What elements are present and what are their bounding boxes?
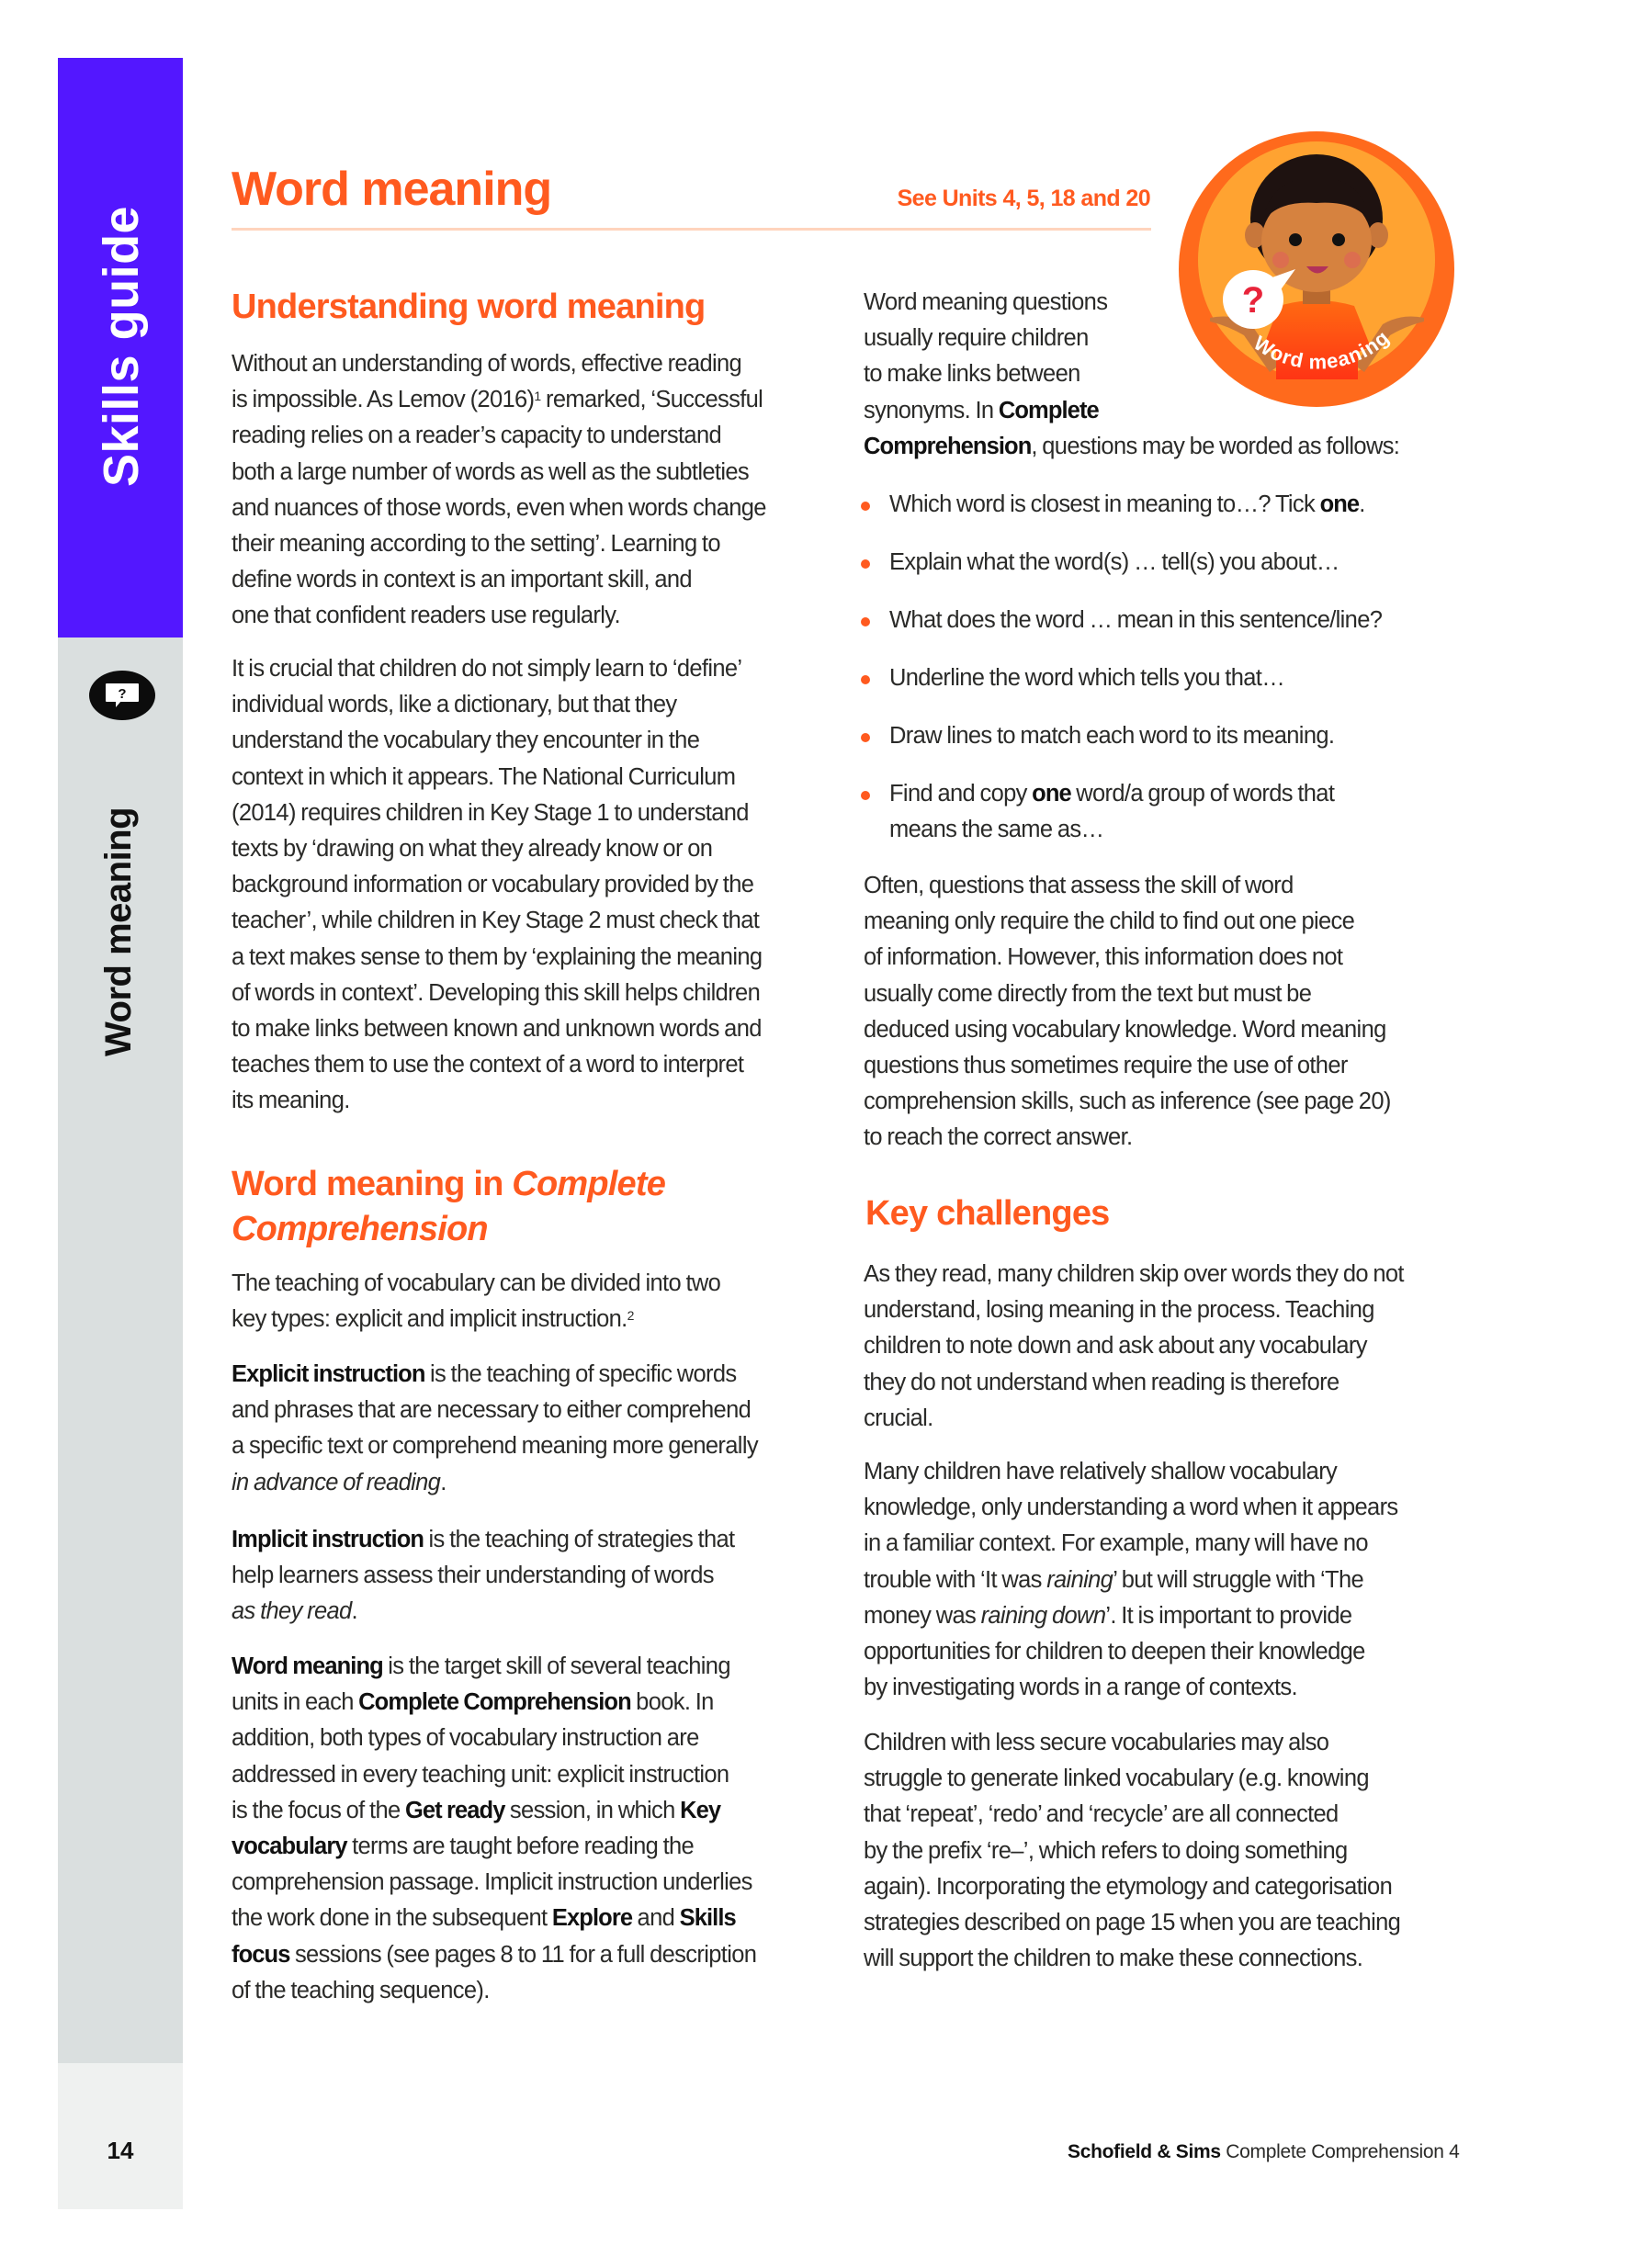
text-line: background information or vocabulary provided by the	[232, 872, 754, 898]
text-line: Word meaning is the target skill of several teaching	[232, 1653, 730, 1679]
text-line: strategies described on page 15 when you are teaching	[864, 1910, 1401, 1935]
text-line: both a large number of words as well as the subtleties	[232, 458, 749, 485]
text-line: units in each Complete Comprehension book. In	[232, 1689, 714, 1716]
heading-key-challenges: Key challenges	[865, 1194, 1110, 1233]
text-line: understand the vocabulary they encounter in the	[232, 728, 700, 754]
sidebar-skill-label: Word meaning	[98, 807, 139, 1056]
text-line: synonyms. In Complete	[864, 397, 1099, 423]
text-line: children to note down and ask about any vocabulary	[864, 1333, 1367, 1360]
text-line: a specific text or comprehend meaning more generally	[232, 1433, 758, 1460]
child-shrugging-icon	[1178, 131, 1456, 407]
text-line: Comprehension, questions may be worded as follows:	[864, 433, 1400, 459]
text-line: teacher’, while children in Key Stage 2 must check that	[232, 908, 760, 934]
bullet-icon	[861, 559, 870, 569]
svg-text:Word meaning: Word meaning	[1249, 325, 1395, 374]
text-line: usually come directly from the text but must be	[864, 980, 1312, 1007]
text-line: As they read, many children skip over words they do not	[864, 1261, 1404, 1287]
text-line: that ‘repeat’, ‘redo’ and ‘recycle’ are all connected	[864, 1801, 1339, 1828]
speech-bubble-question-icon	[89, 671, 155, 720]
text-line: and nuances of those words, even when words change	[232, 494, 766, 521]
text-line: It is crucial that children do not simply learn to ‘define’	[232, 656, 742, 682]
text-line: crucial.	[864, 1405, 933, 1431]
text-line: teaches them to use the context of a word to interpret	[232, 1052, 744, 1078]
text-line: a text makes sense to them by ‘explaining the meaning	[232, 943, 763, 970]
text-line: of words in context’. Developing this skill helps children	[232, 979, 761, 1006]
text-line: money was raining down’. It is important to provide	[864, 1602, 1352, 1629]
text-line: addition, both types of vocabulary instruction are	[232, 1725, 699, 1752]
text-line: Explicit instruction is the teaching of specific words	[232, 1361, 737, 1387]
text-line: trouble with ‘It was raining’ but will struggle with ‘The	[864, 1566, 1364, 1593]
footer-credit	[1068, 2141, 1460, 2163]
svg-text:?: ?	[1241, 280, 1265, 321]
text-line: in advance of reading.	[232, 1469, 446, 1495]
text-line: its meaning.	[232, 1088, 350, 1114]
bullet-icon	[861, 675, 870, 684]
text-line: Children with less secure vocabularies may also	[864, 1730, 1329, 1755]
title-rule	[232, 228, 1151, 231]
heading-understanding-word-meaning: Understanding word meaning	[232, 288, 706, 326]
text-line: meaning only require the child to find out one piece	[864, 908, 1355, 935]
text-line: comprehension skills, such as inference (see page 20)	[864, 1089, 1391, 1115]
text-line: help learners assess their understanding of words	[232, 1563, 714, 1589]
text-line: by the prefix ‘re–’, which refers to doing something	[864, 1837, 1348, 1864]
see-units-reference: See Units 4, 5, 18 and 20	[897, 186, 1150, 211]
text-line: to make links between known and unknown words and	[232, 1016, 762, 1042]
text-line: questions thus sometimes require the use of other	[864, 1053, 1348, 1078]
page-title: Word meaning	[232, 163, 552, 216]
text-line: by investigating words in a range of contexts.	[864, 1675, 1297, 1701]
word-meaning-badge	[1178, 131, 1456, 407]
text-line: vocabulary terms are taught before reading the	[232, 1834, 695, 1859]
text-line: key types: explicit and implicit instruction.$^2$	[232, 1306, 634, 1333]
text-line: as they read.	[232, 1598, 357, 1625]
bullet-icon	[861, 502, 870, 511]
text-line: (2014) requires children in Key Stage 1 to understand	[232, 799, 749, 826]
text-line: understand, losing meaning in the process. Teaching	[864, 1297, 1374, 1324]
page-number: 14	[107, 2137, 134, 2164]
bullet-icon	[861, 791, 870, 800]
bullet-icon	[861, 617, 870, 626]
text-line: Underline the word which tells you that…	[889, 665, 1285, 691]
text-line: reading relies on a reader’s capacity to understand	[232, 423, 722, 449]
text-line: Draw lines to match each word to its meaning.	[889, 723, 1335, 749]
text-line: struggle to generate linked vocabulary (e.g. knowing	[864, 1766, 1369, 1792]
heading-word-meaning-in-cc: Word meaning in Complete Comprehension	[232, 1165, 666, 1248]
text-line: Implicit instruction is the teaching of strategies that	[232, 1527, 735, 1552]
text-line: texts by ‘drawing on what they already know or on	[232, 836, 713, 862]
text-line: focus sessions (see pages 8 to 11 for a full description	[232, 1941, 757, 1968]
svg-text:?: ?	[118, 686, 127, 702]
text-line: and phrases that are necessary to either comprehend	[232, 1397, 752, 1424]
bullet-icon	[861, 733, 870, 742]
text-line: will support the children to make these connections.	[864, 1946, 1363, 1972]
text-line: individual words, like a dictionary, but that they	[232, 692, 677, 718]
text-line: they do not understand when reading is therefore	[864, 1369, 1339, 1395]
text-line: deduced using vocabulary knowledge. Word meaning	[864, 1016, 1386, 1043]
text-line: Word meaning questions	[864, 289, 1108, 315]
text-line: knowledge, only understanding a word when it appears	[864, 1495, 1398, 1521]
text-line: opportunities for children to deepen their knowledge	[864, 1639, 1365, 1664]
text-line: addressed in every teaching unit: explicit instruction	[232, 1761, 729, 1788]
text-line: means the same as…	[889, 817, 1104, 843]
text-line: What does the word … mean in this sentence/line?	[889, 607, 1383, 633]
text-line: to reach the correct answer.	[864, 1124, 1133, 1151]
text-line: one that confident readers use regularly.	[232, 603, 620, 629]
text-line: Without an understanding of words, effective reading	[232, 351, 742, 377]
text-line: Often, questions that assess the skill of word	[864, 873, 1294, 898]
text-line: again). Incorporating the etymology and categorisation	[864, 1873, 1393, 1900]
text-line: comprehension passage. Implicit instruction underlies	[232, 1869, 752, 1896]
text-line: The teaching of vocabulary can be divided into two	[232, 1270, 721, 1296]
text-line: of information. However, this information does not	[864, 944, 1343, 971]
sidebar-section-title: Skills guide	[94, 205, 149, 487]
text-line: is the focus of the Get ready session, in which Key	[232, 1797, 721, 1823]
text-line: their meaning according to the setting’. Learning to	[232, 531, 720, 557]
text-line: in a familiar context. For example, many will have no	[864, 1530, 1368, 1557]
text-line: Find and copy one word/a group of words that	[889, 781, 1335, 807]
text-line: of the teaching sequence).	[232, 1977, 490, 2003]
footer-book-title: Complete Comprehension 4	[1220, 2141, 1460, 2162]
text-line: is impossible. As Lemov $(2016)^1$ remarked, ‘Successful	[232, 387, 763, 413]
text-line: Which word is closest in meaning to…? Tick one.	[889, 491, 1365, 517]
text-line: usually require children	[864, 325, 1089, 352]
text-line: define words in context is an important skill, and	[232, 567, 692, 593]
text-line: context in which it appears. The National Curriculum	[232, 763, 736, 790]
text-line: Explain what the word(s) … tell(s) you about…	[889, 549, 1339, 575]
text-line: the work done in the subsequent Explore and Skills	[232, 1905, 736, 1932]
text-line: Many children have relatively shallow vocabulary	[864, 1459, 1338, 1484]
text-line: to make links between	[864, 361, 1080, 388]
footer-publisher: Schofield & Sims	[1068, 2141, 1221, 2162]
